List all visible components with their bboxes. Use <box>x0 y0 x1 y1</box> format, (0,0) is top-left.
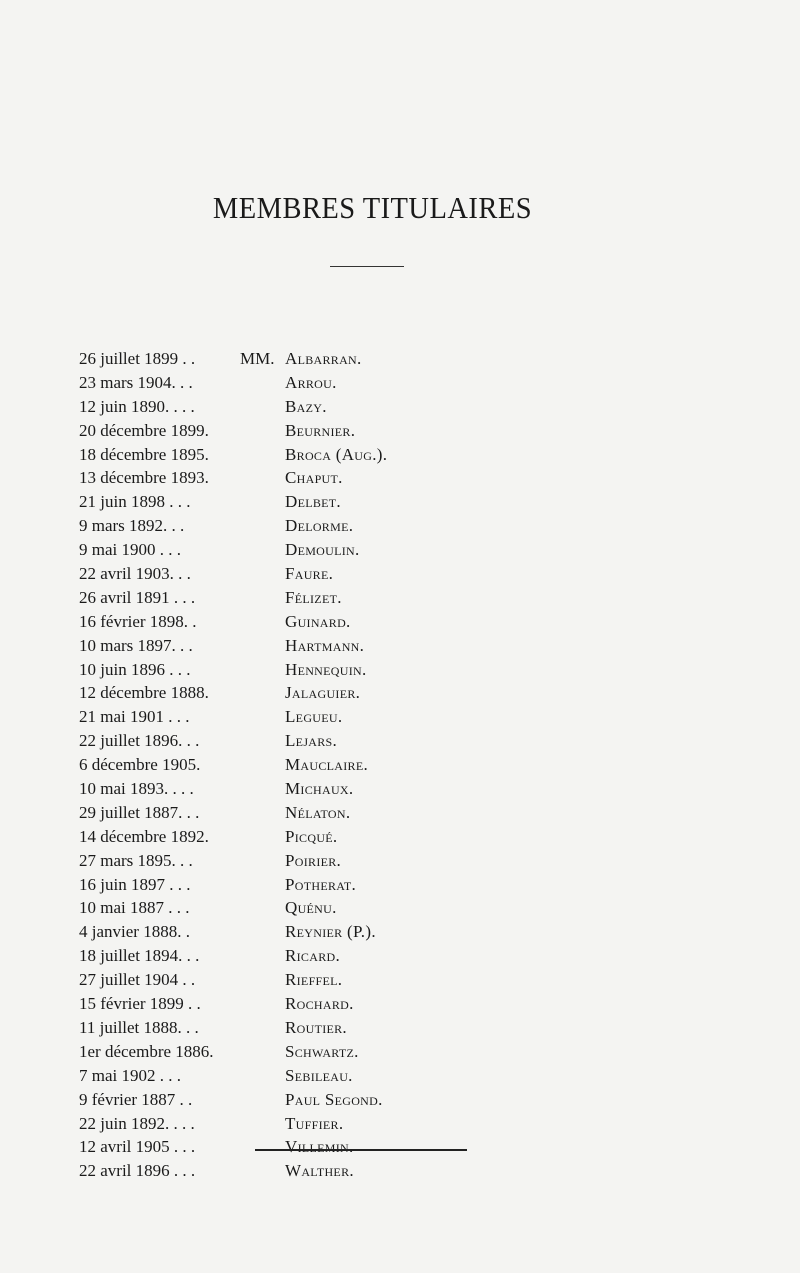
member-name: Broca (Aug.). <box>285 444 388 464</box>
member-name: Jalaguier. <box>285 683 361 703</box>
member-list <box>0 347 800 1183</box>
member-name: Paul Segond. <box>285 1089 383 1109</box>
member-date: 22 avril 1903. . . <box>79 564 191 584</box>
list-item <box>0 681 800 705</box>
list-item <box>0 490 800 514</box>
member-name: Mauclaire. <box>285 755 369 775</box>
member-name: Picqué. <box>285 826 338 846</box>
member-name: Rieffel. <box>285 970 343 990</box>
list-item <box>0 1135 800 1159</box>
member-date: 20 décembre 1899. <box>79 420 209 440</box>
list-item <box>0 562 800 586</box>
list-item <box>0 849 800 873</box>
list-item <box>0 634 800 658</box>
list-item <box>0 896 800 920</box>
member-name: Michaux. <box>285 779 354 799</box>
list-item <box>0 920 800 944</box>
member-name: Potherat. <box>285 874 357 894</box>
member-name: Lejars. <box>285 731 338 751</box>
member-name: Demoulin. <box>285 540 360 560</box>
list-item <box>0 658 800 682</box>
member-name: Delbet. <box>285 492 341 512</box>
list-item <box>0 347 800 371</box>
list-item <box>0 538 800 562</box>
member-date: 26 juillet 1899 . . <box>79 349 196 368</box>
member-date: 10 mai 1893. . . . <box>79 779 194 799</box>
list-item <box>0 610 800 634</box>
member-name: Delorme. <box>285 516 354 536</box>
member-date: 22 juillet 1896. . . <box>79 731 200 751</box>
list-item <box>0 419 800 443</box>
member-date: 1er décembre 1886. <box>79 1041 214 1061</box>
member-name: Tuffier. <box>285 1113 344 1133</box>
member-date: 4 janvier 1888. . <box>79 922 190 942</box>
member-name: Walther. <box>285 1161 354 1181</box>
member-date: 9 mars 1892. . . <box>79 516 185 536</box>
member-date: 21 mai 1901 . . . <box>79 707 190 727</box>
member-date: 18 juillet 1894. . . <box>79 946 200 966</box>
member-date: 10 mars 1897. . . <box>79 635 193 655</box>
member-name: Poirier. <box>285 850 342 870</box>
list-item <box>0 944 800 968</box>
list-item <box>0 873 800 897</box>
member-date: 12 avril 1905 . . . <box>79 1137 196 1157</box>
page-title: MEMBRES TITULAIRES <box>212 190 533 225</box>
list-item <box>0 729 800 753</box>
member-date: 27 juillet 1904 . . <box>79 970 196 990</box>
bottom-divider <box>255 1149 467 1151</box>
member-name: Ricard. <box>285 946 341 966</box>
member-name: Hennequin. <box>285 659 367 679</box>
list-item <box>0 443 800 467</box>
member-date: 14 décembre 1892. <box>79 826 209 846</box>
member-name: Beurnier. <box>285 420 356 440</box>
member-name: Schwartz. <box>285 1041 359 1061</box>
member-name: Guinard. <box>285 611 351 631</box>
member-date: 23 mars 1904. . . <box>79 372 193 392</box>
member-date: 12 décembre 1888. <box>79 683 209 703</box>
member-date: 12 juin 1890. . . . <box>79 396 195 416</box>
member-name: Sebileau. <box>285 1065 353 1085</box>
member-name: Nélaton. <box>285 802 351 822</box>
member-name: Faure. <box>285 564 334 584</box>
member-date: 10 mai 1887 . . . <box>79 898 190 918</box>
list-item <box>0 1159 800 1183</box>
list-item <box>0 466 800 490</box>
member-date: 29 juillet 1887. . . <box>79 802 200 822</box>
list-item <box>0 1088 800 1112</box>
list-item <box>0 371 800 395</box>
member-date: 6 décembre 1905. <box>79 755 201 775</box>
member-date: 10 juin 1896 . . . <box>79 659 191 679</box>
member-name: Hartmann. <box>285 635 365 655</box>
member-date: 18 décembre 1895. <box>79 444 209 464</box>
list-item <box>0 586 800 610</box>
list-item <box>0 395 800 419</box>
member-date: 27 mars 1895. . . <box>79 850 193 870</box>
member-name: Routier. <box>285 1017 347 1037</box>
list-item <box>0 1016 800 1040</box>
member-name: Albarran. <box>285 349 362 368</box>
member-date: 22 avril 1896 . . . <box>79 1161 196 1181</box>
list-item <box>0 1040 800 1064</box>
member-date: 11 juillet 1888. . . <box>79 1017 199 1037</box>
member-date: 16 juin 1897 . . . <box>79 874 191 894</box>
member-date: 7 mai 1902 . . . <box>79 1065 181 1085</box>
list-item <box>0 753 800 777</box>
member-name: Arrou. <box>285 372 337 392</box>
list-item <box>0 1112 800 1136</box>
member-date: 21 juin 1898 . . . <box>79 492 191 512</box>
member-name: Quénu. <box>285 898 337 918</box>
list-item <box>0 968 800 992</box>
member-name: Villemin. <box>285 1137 354 1157</box>
member-prefix: MM. <box>240 349 275 368</box>
list-item <box>0 992 800 1016</box>
member-name: Chaput. <box>285 468 343 488</box>
member-name: Reynier (P.). <box>285 922 376 942</box>
member-name: Bazy. <box>285 396 327 416</box>
title-divider <box>330 266 404 267</box>
member-date: 9 mai 1900 . . . <box>79 540 181 560</box>
member-name: Félizet. <box>285 587 342 607</box>
list-item <box>0 514 800 538</box>
list-item <box>0 705 800 729</box>
member-name: Rochard. <box>285 994 354 1014</box>
member-date: 13 décembre 1893. <box>79 468 209 488</box>
member-date: 22 juin 1892. . . . <box>79 1113 195 1133</box>
member-name: Legueu. <box>285 707 343 727</box>
member-date: 9 février 1887 . . <box>79 1089 193 1109</box>
list-item <box>0 777 800 801</box>
member-date: 26 avril 1891 . . . <box>79 587 196 607</box>
member-date: 15 février 1899 . . <box>79 994 201 1014</box>
list-item <box>0 1064 800 1088</box>
list-item <box>0 825 800 849</box>
member-date: 16 février 1898. . <box>79 611 197 631</box>
list-item <box>0 801 800 825</box>
